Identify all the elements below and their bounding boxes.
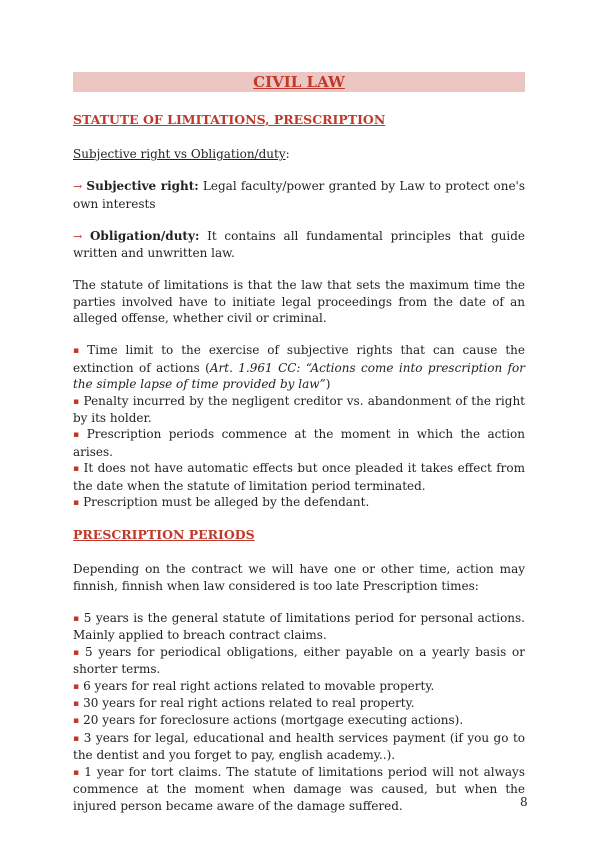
list-item-text: 6 years for real right actions related to movable property. <box>83 678 435 693</box>
list-item <box>73 610 525 644</box>
list-item-text: 3 years for legal, educational and health services payment (if you go to the dentist and you forget to pay, english academy..). <box>73 730 526 763</box>
list-item <box>73 764 525 814</box>
article-quote: Art. 1.961 CC: “Actions come into prescription for the simple lapse of time provided by law” <box>73 360 525 392</box>
bullet-icon: ▪ <box>73 767 81 778</box>
bullet-icon: ▪ <box>73 614 80 625</box>
bullet-icon: ▪ <box>73 430 83 441</box>
list-item-text: Prescription periods commence at the moment in which the action arises. <box>73 427 525 459</box>
page-title: CIVIL LAW <box>73 72 525 92</box>
list-item-text: Prescription must be alleged by the defendant. <box>83 495 370 510</box>
list-item-text: 30 years for real right actions related to real property. <box>83 696 415 711</box>
list-item-text: 1 year for tort claims. The statute of limitations period will not always commence at the moment when damage was caused, but when the injured person became aware of the damage suffered. <box>73 764 525 813</box>
term-label: Subjective right: <box>86 179 199 194</box>
bullet-icon: ▪ <box>73 396 80 407</box>
bullet-icon: ▪ <box>73 498 80 509</box>
list-item <box>73 494 525 511</box>
list-item <box>73 695 525 712</box>
list-item <box>73 712 525 729</box>
list-item-text: 5 years for periodical obligations, either payable on a yearly basis or shorter terms. <box>73 644 525 677</box>
list-item <box>73 426 525 460</box>
statute-intro-paragraph: The statute of limitations is that the law that sets the maximum time the parties involved have to initiate legal proceedings from the date of an alleged offense, whether civil or criminal. <box>73 278 525 326</box>
bullet-icon: ▪ <box>73 681 80 692</box>
term-text: It contains all fundamental principles that guide written and unwritten law. <box>73 228 525 261</box>
term-text: Legal faculty/power granted by Law to protect one's own interests <box>73 179 526 211</box>
subheading-colon: : <box>285 147 290 161</box>
section-heading-periods: PRESCRIPTION PERIODS <box>73 527 255 543</box>
list-item-text: It does not have automatic effects but once pleaded it takes effect from the date when the statute of limitation period terminated. <box>73 461 525 493</box>
definition-subjective-right <box>73 178 525 212</box>
bullet-icon: ▪ <box>73 346 84 357</box>
subheading-text: Subjective right vs Obligation/duty <box>73 147 286 161</box>
definition-obligation <box>73 228 525 262</box>
list-item <box>73 730 525 764</box>
list-item <box>73 342 525 392</box>
list-item-text: 20 years for foreclosure actions (mortgage executing actions). <box>83 713 464 728</box>
arrow-icon: → <box>73 180 83 194</box>
list-item-text: 5 years is the general statute of limitations period for personal actions. Mainly applied to breach contract claims. <box>73 611 525 643</box>
bullet-icon: ▪ <box>73 699 80 710</box>
bullet-icon: ▪ <box>73 733 80 744</box>
list-item <box>73 644 525 678</box>
bullet-icon: ▪ <box>73 464 80 475</box>
statute-bullet-list <box>73 342 525 511</box>
periods-bullet-list <box>73 610 525 814</box>
list-item <box>73 393 525 427</box>
list-item <box>73 678 525 695</box>
list-item <box>73 460 525 494</box>
document-page <box>73 72 525 830</box>
list-item-text: Penalty incurred by the negligent creditor vs. abandonment of the right by its holder. <box>73 393 525 425</box>
list-item-close: ) <box>325 377 331 392</box>
bullet-icon: ▪ <box>73 647 82 658</box>
periods-intro-paragraph: Depending on the contract we will have one or other time, action may finnish, finnish when law considered is too late Prescription times: <box>73 562 525 593</box>
list-item-text: Time limit to the exercise of subjective rights that can cause the extinction of actions ( <box>73 343 525 375</box>
subheading <box>73 146 525 162</box>
term-label: Obligation/duty: <box>89 228 200 243</box>
section-heading-statute: STATUTE OF LIMITATIONS, PRESCRIPTION <box>73 112 386 127</box>
page-number: 8 <box>520 795 528 809</box>
bullet-icon: ▪ <box>73 716 80 727</box>
arrow-icon: → <box>73 229 83 243</box>
